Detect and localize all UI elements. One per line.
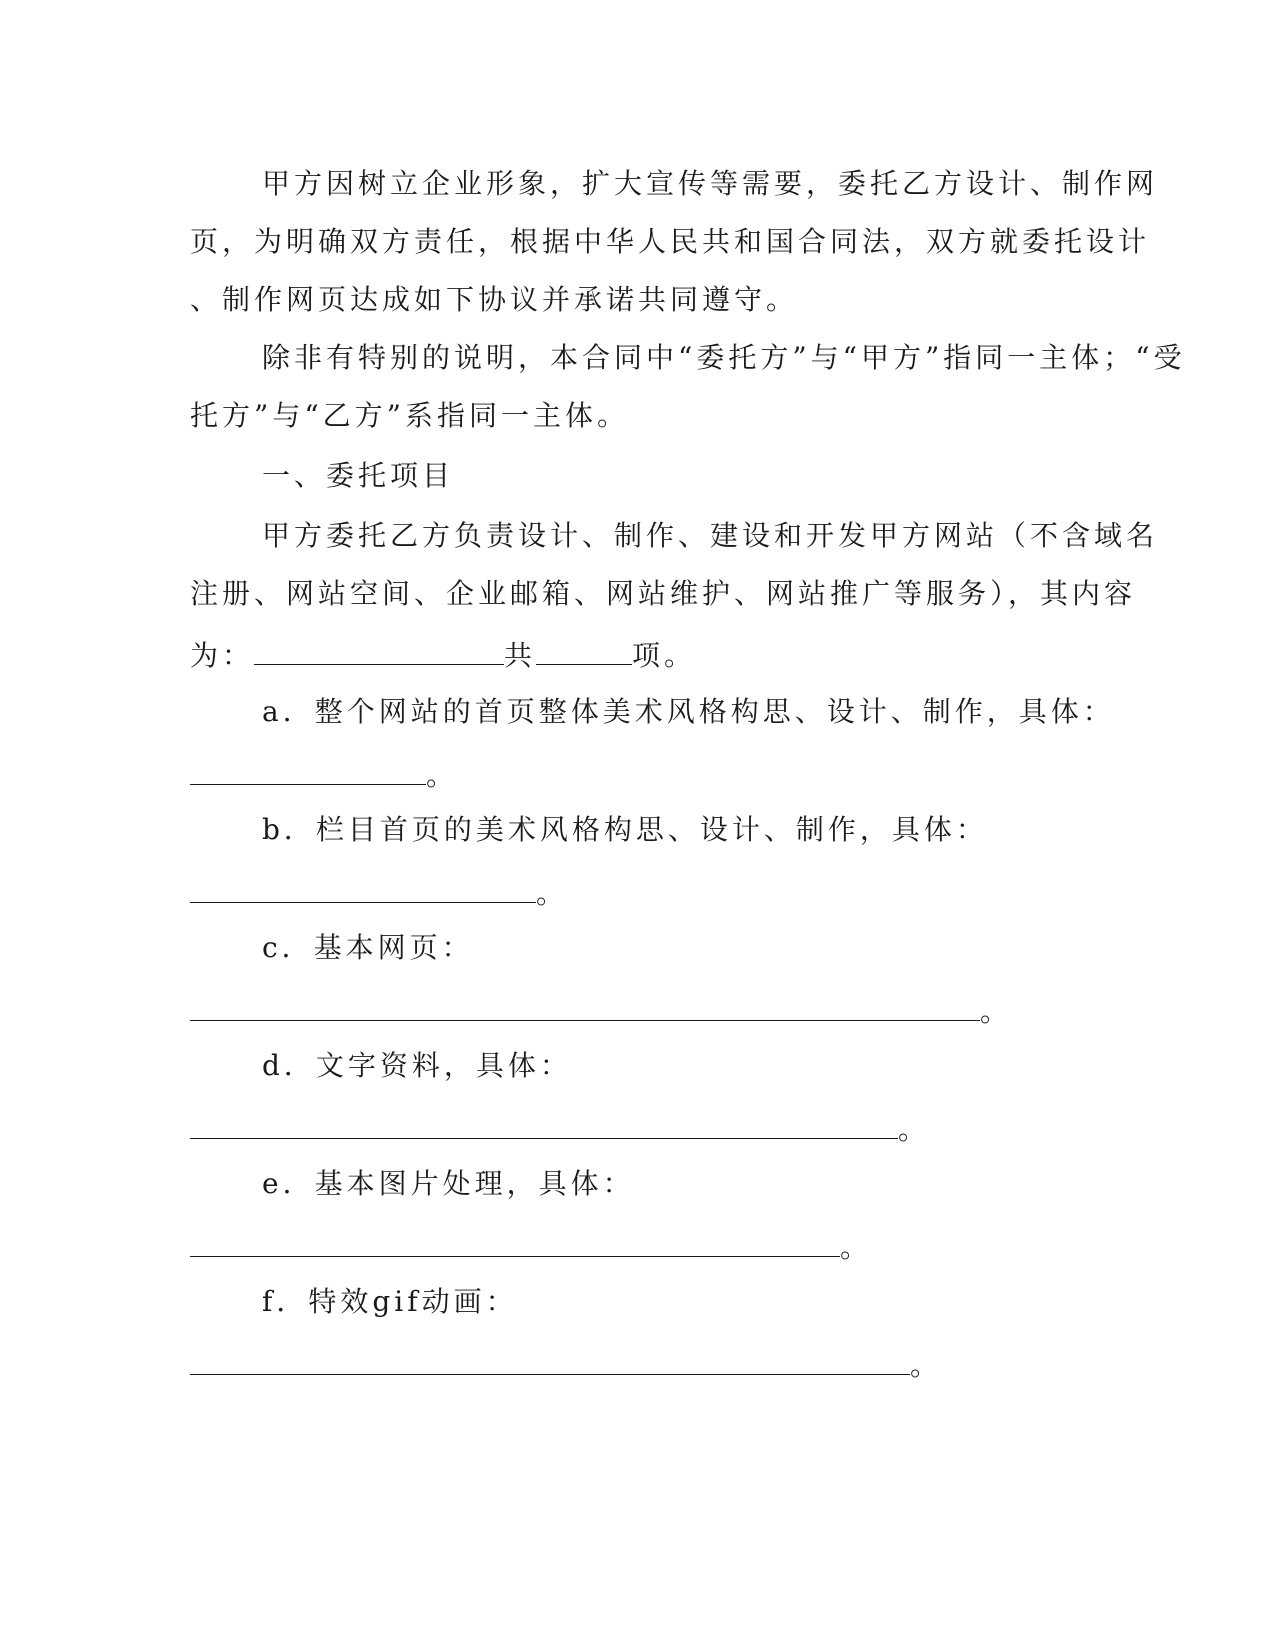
item-a-answer <box>190 756 454 794</box>
content-prefix: 为： <box>190 639 255 672</box>
item-d: d．文字资料，具体： <box>262 1049 572 1082</box>
item-b-answer <box>190 874 564 912</box>
section-heading-entrusted-items: 一、委托项目 <box>262 459 455 492</box>
item-b: b．栏目首页的美术风格构思、设计、制作，具体： <box>262 813 988 846</box>
paragraph-3-line-1: 甲方委托乙方负责设计、制作、建设和开发甲方网站（不含域名 <box>262 519 1159 552</box>
item-d-blank[interactable] <box>190 1110 898 1139</box>
item-c-answer <box>190 992 1008 1030</box>
item-f-answer <box>190 1346 938 1384</box>
item-f: f．特效gif动画： <box>262 1285 518 1318</box>
item-d-answer <box>190 1110 926 1148</box>
item-a-blank[interactable] <box>190 756 426 785</box>
period: 。 <box>910 1349 939 1382</box>
paragraph-3-line-3 <box>190 636 696 674</box>
paragraph-3-line-2: 注册、网站空间、企业邮箱、网站维护、网站推广等服务），其内容 <box>190 577 1137 610</box>
period: 。 <box>980 995 1009 1028</box>
item-c-blank[interactable] <box>190 992 980 1021</box>
count-blank[interactable] <box>536 636 632 665</box>
items-suffix: 项。 <box>632 639 697 672</box>
paragraph-1-line-1: 甲方因树立企业形象，扩大宣传等需要，委托乙方设计、制作网 <box>262 167 1159 200</box>
paragraph-1-line-3: 、制作网页达成如下协议并承诺共同遵守。 <box>190 283 799 316</box>
item-e-answer <box>190 1228 868 1266</box>
item-f-blank[interactable] <box>190 1346 910 1375</box>
item-c: c．基本网页： <box>262 931 474 964</box>
total-label: 共 <box>504 639 537 672</box>
period: 。 <box>898 1113 927 1146</box>
period: 。 <box>426 759 455 792</box>
content-blank[interactable] <box>254 636 504 665</box>
item-b-blank[interactable] <box>190 874 536 903</box>
item-a: a．整个网站的首页整体美术风格构思、设计、制作，具体： <box>262 695 1115 728</box>
period: 。 <box>536 877 565 910</box>
period: 。 <box>840 1231 869 1264</box>
item-e-blank[interactable] <box>190 1228 840 1257</box>
paragraph-2-line-1: 除非有特别的说明，本合同中“委托方”与“甲方”指同一主体；“受 <box>262 341 1186 374</box>
paragraph-1-line-2: 页，为明确双方责任，根据中华人民共和国合同法，双方就委托设计 <box>190 225 1151 258</box>
paragraph-2-line-2: 托方”与“乙方”系指同一主体。 <box>190 399 629 432</box>
item-e: e．基本图片处理，具体： <box>262 1167 635 1200</box>
